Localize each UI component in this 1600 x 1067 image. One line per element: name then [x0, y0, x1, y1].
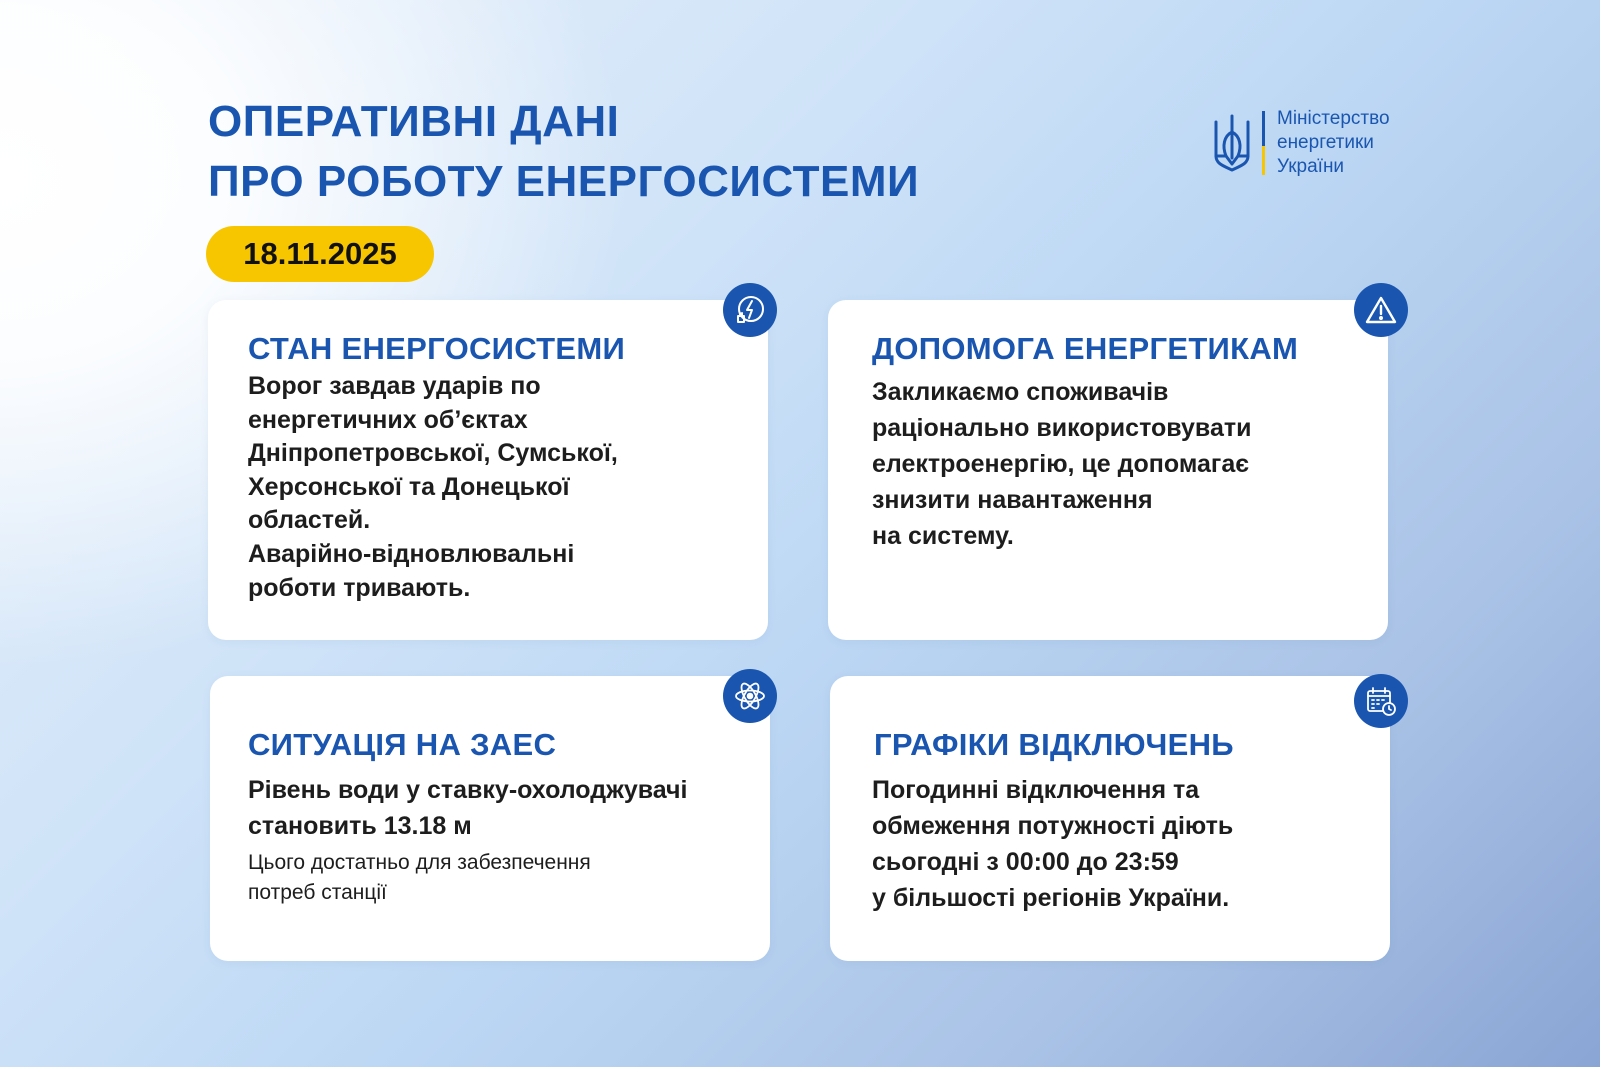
text-line: електроенергію, це допомагає: [872, 450, 1250, 478]
text-line: на систему.: [872, 522, 1014, 550]
card-schedules: [830, 676, 1390, 961]
text-line: роботи тривають.: [248, 573, 471, 602]
note-line: потреб станції: [248, 881, 387, 904]
ministry-name-line1: Міністерство: [1277, 108, 1390, 129]
note-line: Цього достатньо для забезпечення: [248, 851, 591, 874]
text-line: Аварійно-відновлювальні: [248, 539, 575, 568]
trident-icon: [1212, 112, 1252, 174]
text-line: Погодинні відключення та: [872, 776, 1200, 804]
card-zaes-note: [248, 848, 591, 908]
text-line: знизити навантаження: [872, 486, 1153, 514]
energy-plug-icon: [723, 283, 777, 337]
card-schedules-text: [872, 772, 1233, 916]
text-line: у більшості регіонів України.: [872, 884, 1230, 912]
ministry-name-line3: України: [1277, 156, 1345, 177]
text-line: Закликаємо споживачів: [872, 378, 1169, 406]
ministry-name-line2: енергетики: [1277, 132, 1374, 153]
text-line: енергетичних об’єктах: [248, 405, 528, 434]
page-title-line1: ОПЕРАТИВНІ ДАНІ: [208, 97, 620, 146]
warning-icon: [1354, 283, 1408, 337]
text-line: Херсонської та Донецької: [248, 472, 570, 501]
ministry-name: [1277, 107, 1390, 179]
date-badge: 18.11.2025: [206, 226, 434, 282]
page-title-line2: ПРО РОБОТУ ЕНЕРГОСИСТЕМИ: [208, 157, 920, 206]
card-grid-state-text: [248, 370, 618, 605]
atom-icon: [723, 669, 777, 723]
card-schedules-title: ГРАФІКИ ВІДКЛЮЧЕНЬ: [874, 727, 1234, 762]
card-zaes-title: СИТУАЦІЯ НА ЗАЕС: [248, 727, 557, 762]
text-line: сьогодні з 00:00 до 23:59: [872, 848, 1179, 876]
text-line: Ворог завдав ударів по: [248, 372, 541, 400]
text-line: раціонально використовувати: [872, 414, 1252, 442]
text-line: Дніпропетровської, Сумської,: [248, 439, 618, 468]
card-help-title: ДОПОМОГА ЕНЕРГЕТИКАМ: [872, 331, 1299, 366]
card-grid-state: [208, 300, 768, 640]
card-help: [828, 300, 1388, 640]
card-grid-state-title: СТАН ЕНЕРГОСИСТЕМИ: [248, 331, 626, 366]
ministry-logo: [1212, 108, 1390, 178]
page-title: [208, 92, 919, 212]
card-zaes: [210, 676, 770, 961]
text-line: становить 13.18 м: [248, 812, 472, 840]
text-line: обмеження потужності діють: [872, 812, 1234, 840]
calendar-clock-icon: [1354, 674, 1408, 728]
card-help-text: [872, 374, 1251, 554]
text-line: областей.: [248, 506, 371, 535]
text-line: Рівень води у ставку-охолоджувачі: [248, 776, 688, 804]
card-zaes-text: [248, 772, 688, 844]
logo-divider: [1262, 111, 1265, 175]
